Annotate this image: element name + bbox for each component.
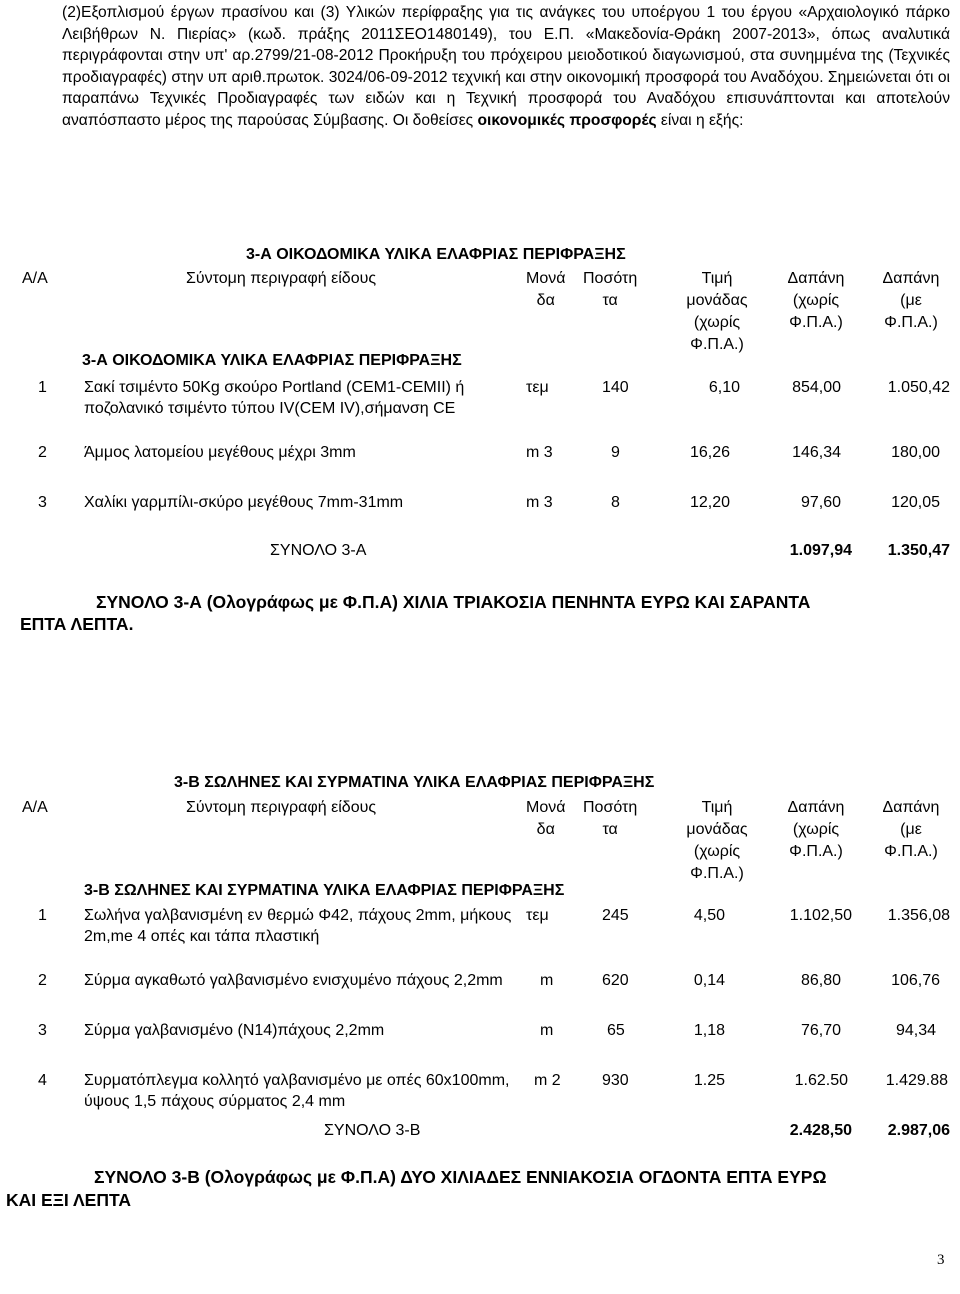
table-a-subtitle: 3-Α ΟΙΚΟΔΟΜΙΚΑ ΥΛΙΚΑ ΕΛΑΦΡΙΑΣ ΠΕΡΙΦΡΑΞΗΣ (82, 352, 462, 369)
row-description: Συρματόπλεγμα κολλητό γαλβανισμένο με οπές 60x100mm, ύψους 1,5 πάχους σύρματος 2,4 mm (84, 1072, 510, 1110)
row-description: Χαλίκι γαρμπίλι-σκύρο μεγέθους 7mm-31mm (84, 494, 404, 511)
row-aa: 4 (38, 1072, 47, 1089)
row-quantity: 620 (602, 972, 629, 989)
total-vat: 2.987,06 (887, 1122, 950, 1139)
row-cost-no-vat: 1.102,50 (789, 907, 852, 924)
row-cost-no-vat: 97,60 (800, 494, 841, 511)
row-cost-no-vat: 854,00 (792, 379, 841, 396)
row-cost-vat: 120,05 (891, 494, 940, 511)
row-quantity: 65 (607, 1022, 625, 1039)
header-cost-no-vat: Δαπάνη (χωρίς Φ.Π.Α.) (787, 270, 845, 331)
header-quantity: Ποσότη τα (583, 270, 638, 309)
header-unit-price: Τιμή μονάδας (χωρίς Φ.Π.Α.) (686, 799, 748, 882)
total-label: ΣΥΝΟΛΟ 3-Β (324, 1122, 421, 1139)
row-aa: 3 (38, 494, 47, 511)
header-unit: Μονά δα (526, 799, 566, 838)
table-b-total-words-cont: ΚΑΙ ΕΞΙ ΛΕΠΤΑ (6, 1190, 132, 1210)
row-aa: 2 (38, 972, 47, 989)
row-cost-vat: 180,00 (891, 444, 940, 461)
intro-bold-text: οικονομικές προσφορές (477, 111, 657, 129)
row-description: Σωλήνα γαλβανισμένη εν θερμώ Φ42, πάχους 2mm, μήκους 2m,me 4 οπές και τάπα πλαστική (84, 907, 512, 945)
row-quantity: 930 (602, 1072, 629, 1089)
row-cost-vat: 1.429.88 (885, 1072, 948, 1089)
row-cost-no-vat: 146,34 (792, 444, 841, 461)
header-aa: Α/Α (22, 270, 48, 287)
intro-text: (2)Εξοπλισμού έργων πρασίνου και (3) Υλικών περίφραξης για τις ανάγκες του υποέργου 1 του έργου «Αρχαιολογικό πάρκο Λειβήθρων Ν. Πιερίας» (κωδ. πράξης 2011ΣΕΟ1480149), του Ε.Π. «Μακεδονία-Θράκη 2007-2013», όπως αναλυτικά περιγράφονται στην υπ' αρ.2799/21-08-2012 Προκήρυξη του πρόχειρου μειοδοτικού διαγωνισμού, στα συνημμένα της (Τεχνικές προδιαγραφές) στην υπ αριθ.πρωτοκ. 3024/06-09-2012 τεχνική και στην οικονομική προσφορά του Αναδόχου. Σημειώνεται ότι οι παραπάνω Τεχνικές Προδιαγραφές των ειδών και η Τεχνική προσφορά του Αναδόχου επισυνάπτονται και αποτελούν αναπόσπαστο μέρος της παρούσας Σύμβασης. Οι δοθείσες (62, 4, 950, 129)
row-aa: 1 (38, 907, 47, 924)
row-cost-vat: 94,34 (895, 1022, 936, 1039)
header-quantity: Ποσότη τα (583, 799, 638, 838)
row-quantity: 9 (611, 444, 620, 461)
row-cost-no-vat: 86,80 (800, 972, 841, 989)
table-b-subtitle: 3-Β ΣΩΛΗΝΕΣ ΚΑΙ ΣΥΡΜΑΤΙΝΑ ΥΛΙΚΑ ΕΛΑΦΡΙΑΣ ΠΕΡΙΦΡΑΞΗΣ (84, 882, 565, 899)
row-unit-price: 0,14 (693, 972, 725, 989)
page-number: 3 (937, 1252, 945, 1268)
intro-text-end: είναι η εξής: (656, 111, 744, 129)
header-cost-no-vat: Δαπάνη (χωρίς Φ.Π.Α.) (787, 799, 845, 860)
row-quantity: 245 (602, 907, 629, 924)
row-description: Σακί τσιμέντο 50Kg σκούρο Portland (CEM1-CEMII) ή ποζολανικό τσιμέντο τύπου IV(CEM IV),σήμανση CE (84, 379, 465, 417)
header-aa: Α/Α (22, 799, 48, 816)
row-unit: τεμ (526, 907, 549, 924)
header-unit-price: Τιμή μονάδας (χωρίς Φ.Π.Α.) (686, 270, 748, 353)
total-vat: 1.350,47 (887, 542, 950, 559)
header-description: Σύντομη περιγραφή είδους (186, 799, 377, 816)
table-b-title: 3-Β ΣΩΛΗΝΕΣ ΚΑΙ ΣΥΡΜΑΤΙΝΑ ΥΛΙΚΑ ΕΛΑΦΡΙΑΣ ΠΕΡΙΦΡΑΞΗΣ (174, 774, 655, 791)
row-unit: m 2 (534, 1072, 561, 1089)
table-a-total-words: ΣΥΝΟΛΟ 3-Α (Ολογράφως με Φ.Π.Α) ΧΙΛΙΑ ΤΡΙΑΚΟΣΙΑ ΠΕΝΗΝΤΑ ΕΥΡΩ ΚΑΙ ΣΑΡΑΝΤΑ (96, 592, 811, 612)
row-description: Σύρμα γαλβανισμένο (Ν14)πάχους 2,2mm (84, 1022, 385, 1039)
row-unit: m (540, 1022, 554, 1039)
table-a-title: 3-Α ΟΙΚΟΔΟΜΙΚΑ ΥΛΙΚΑ ΕΛΑΦΡΙΑΣ ΠΕΡΙΦΡΑΞΗΣ (246, 246, 626, 263)
header-description: Σύντομη περιγραφή είδους (186, 270, 377, 287)
row-quantity: 8 (611, 494, 620, 511)
header-cost-vat: Δαπάνη (με Φ.Π.Α.) (882, 799, 940, 860)
row-cost-vat: 1.050,42 (887, 379, 950, 396)
row-unit-price: 12,20 (689, 494, 730, 511)
total-label: ΣΥΝΟΛΟ 3-Α (270, 542, 367, 559)
header-cost-vat: Δαπάνη (με Φ.Π.Α.) (882, 270, 940, 331)
total-no-vat: 1.097,94 (789, 542, 852, 559)
row-aa: 2 (38, 444, 47, 461)
row-unit-price: 1,18 (693, 1022, 725, 1039)
row-cost-no-vat: 76,70 (800, 1022, 841, 1039)
row-unit-price: 4,50 (693, 907, 725, 924)
row-description: Σύρμα αγκαθωτό γαλβανισμένο ενισχυμένο πάχους 2,2mm (84, 972, 503, 989)
table-b-total-words: ΣΥΝΟΛΟ 3-Β (Ολογράφως με Φ.Π.Α) ΔΥΟ ΧΙΛΙΑΔΕΣ ΕΝΝΙΑΚΟΣΙΑ ΟΓΔΟΝΤΑ ΕΠΤΑ ΕΥΡΩ (94, 1167, 827, 1187)
header-unit: Μονά δα (526, 270, 566, 309)
row-unit: τεμ (526, 379, 549, 396)
row-cost-vat: 1.356,08 (887, 907, 950, 924)
intro-paragraph (62, 2, 950, 131)
total-no-vat: 2.428,50 (789, 1122, 852, 1139)
row-cost-vat: 106,76 (891, 972, 940, 989)
row-quantity: 140 (602, 379, 629, 396)
row-unit-price: 16,26 (689, 444, 730, 461)
row-unit: m (540, 972, 554, 989)
row-aa: 1 (38, 379, 47, 396)
row-aa: 3 (38, 1022, 47, 1039)
row-cost-no-vat: 1.62.50 (794, 1072, 848, 1089)
row-description: Άμμος λατομείου μεγέθους μέχρι 3mm (84, 444, 356, 461)
row-unit: m 3 (526, 444, 553, 461)
row-unit-price: 1.25 (693, 1072, 725, 1089)
table-a-total-words-cont: ΕΠΤΑ ΛΕΠΤΑ. (20, 614, 134, 634)
row-unit-price: 6,10 (708, 379, 740, 396)
row-unit: m 3 (526, 494, 553, 511)
